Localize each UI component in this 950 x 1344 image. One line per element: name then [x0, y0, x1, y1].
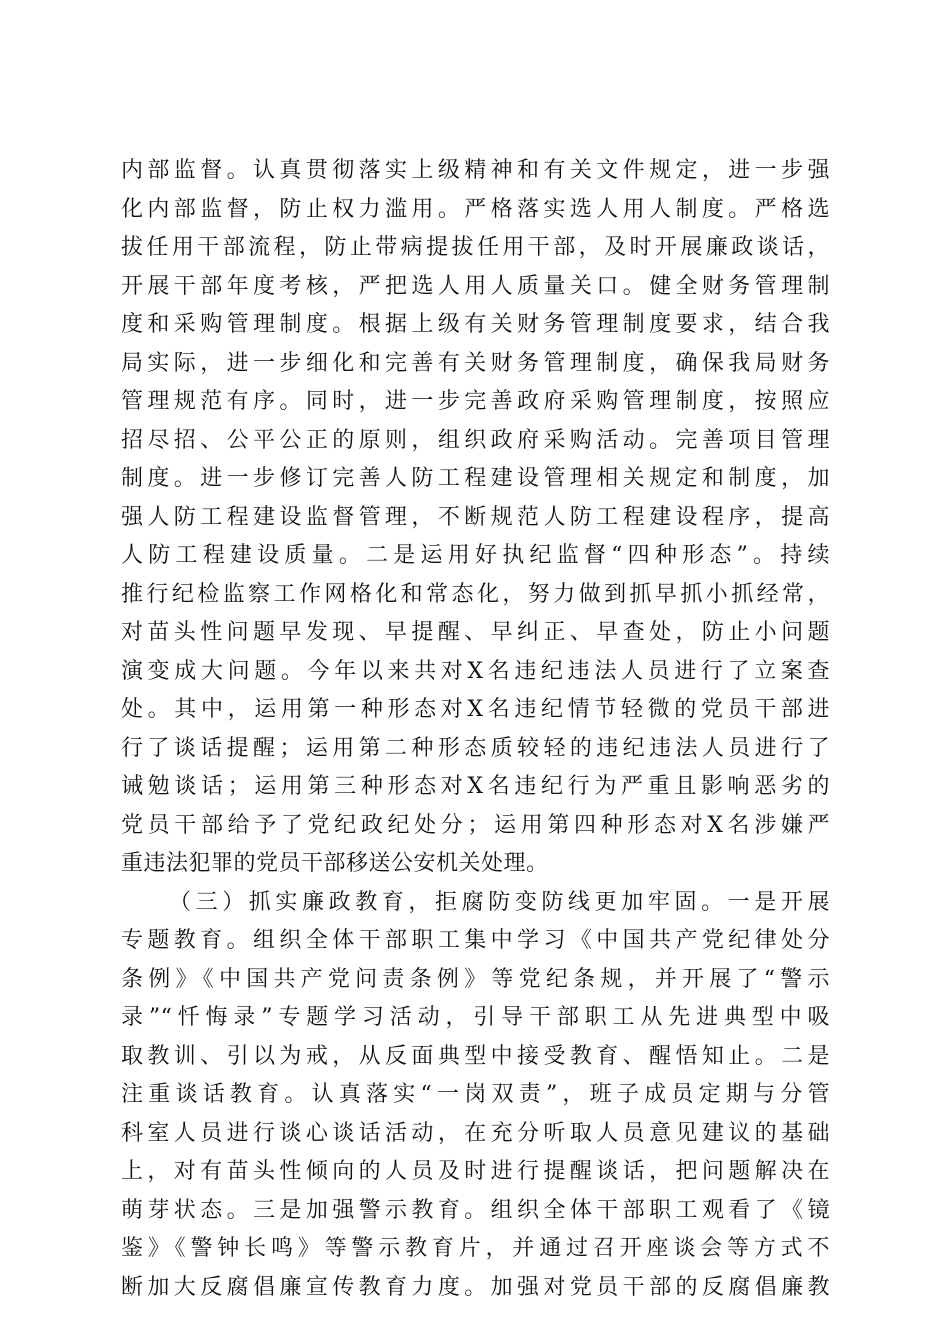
text-line: 上，对有苗头性倾向的人员及时进行提醒谈话，把问题解决在 — [121, 1159, 830, 1184]
text-line: 萌芽状态。三是加强警示教育。组织全体干部职工观看了《镜 — [121, 1197, 830, 1223]
text-line: 管理规范有序。同时，进一步完善政府采购管理制度，按照应 — [121, 389, 830, 414]
text-line: 拔任用干部流程，防止带病提拔任用干部，及时开展廉政谈话， — [121, 235, 830, 260]
text-line: 局实际，进一步细化和完善有关财务管理制度，确保我局财务 — [121, 350, 830, 376]
body-text — [121, 152, 830, 1307]
section-heading-line: （三）抓实廉政教育，拒腐防变防线更加牢固。一是开展 — [169, 889, 830, 915]
text-line: 人防工程建设质量。二是运用好执纪监督“四种形态”。持续 — [121, 543, 830, 568]
text-line: 断加大反腐倡廉宣传教育力度。加强对党员干部的反腐倡廉教 — [121, 1274, 830, 1300]
text-line: 科室人员进行谈心谈话活动，在充分听取人员意见建议的基础 — [121, 1120, 830, 1146]
text-line: 推行纪检监察工作网格化和常态化，努力做到抓早抓小抓经常， — [121, 581, 830, 607]
text-line: 处。其中，运用第一种形态对X名违纪情节轻微的党员干部进 — [121, 697, 830, 722]
text-line: 行了谈话提醒；运用第二种形态质较轻的违纪违法人员进行了 — [121, 735, 830, 761]
text-line: 注重谈话教育。认真落实“一岗双责”，班子成员定期与分管 — [121, 1082, 830, 1107]
text-line: 招尽招、公平公正的原则，组织政府采购活动。完善项目管理 — [121, 427, 830, 453]
text-line: 条例》《中国共产党问责条例》等党纪条规，并开展了“警示 — [121, 966, 830, 992]
text-line: 制度。进一步修订完善人防工程建设管理相关规定和制度，加 — [121, 466, 830, 491]
text-line: 化内部监督，防止权力滥用。严格落实选人用人制度。严格选 — [121, 196, 830, 222]
text-line: 专题教育。组织全体干部职工集中学习《中国共产党纪律处分 — [121, 928, 830, 953]
text-line: 强人防工程建设监督管理，不断规范人防工程建设程序，提高 — [121, 504, 830, 530]
text-line: 录”“忏悔录”专题学习活动，引导干部职工从先进典型中吸 — [121, 1005, 830, 1030]
paragraph-end-line: 重违法犯罪的党员干部移送公安机关处理。 — [121, 851, 549, 876]
text-line: 度和采购管理制度。根据上级有关财务管理制度要求，结合我 — [121, 312, 830, 337]
text-line: 取教训、引以为戒，从反面典型中接受教育、醒悟知止。二是 — [121, 1043, 830, 1069]
text-line: 诫勉谈话；运用第三种形态对X名违纪行为严重且影响恶劣的 — [121, 774, 830, 799]
text-line: 演变成大问题。今年以来共对X名违纪违法人员进行了立案查 — [121, 658, 830, 684]
text-line: 对苗头性问题早发现、早提醒、早纠正、早查处，防止小问题 — [121, 620, 830, 645]
text-line: 鉴》《警钟长鸣》等警示教育片，并通过召开座谈会等方式不 — [121, 1236, 830, 1261]
text-line: 内部监督。认真贯彻落实上级精神和有关文件规定，进一步强 — [121, 158, 830, 183]
text-line: 开展干部年度考核，严把选人用人质量关口。健全财务管理制 — [121, 273, 830, 299]
text-line: 党员干部给予了党纪政纪处分；运用第四种形态对X名涉嫌严 — [121, 812, 830, 838]
